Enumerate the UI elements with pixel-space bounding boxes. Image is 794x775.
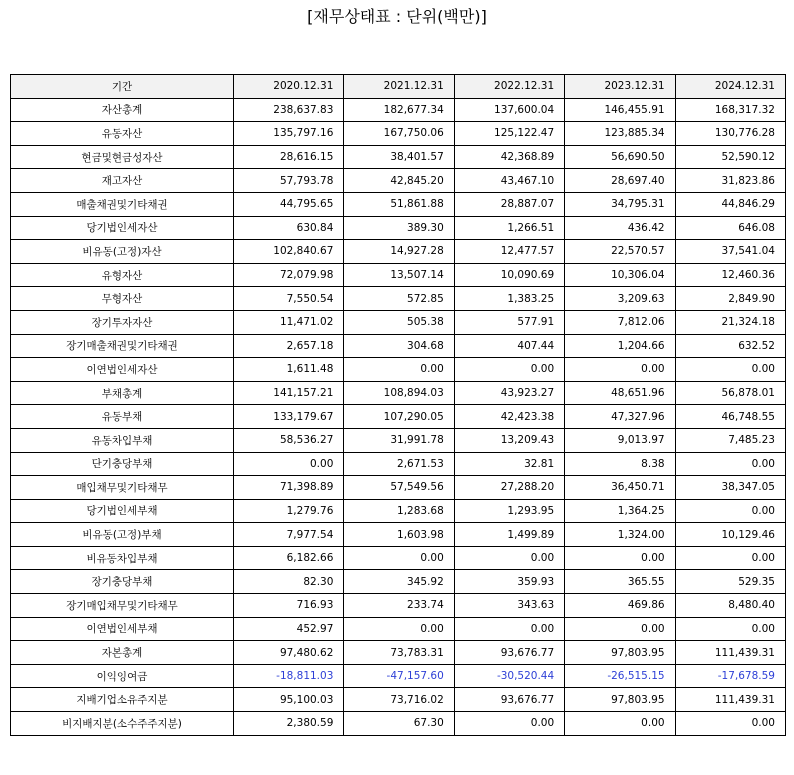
value-cell: 93,676.77 [454, 688, 564, 712]
value-cell: 0.00 [675, 499, 785, 523]
value-cell: -30,520.44 [454, 664, 564, 688]
value-cell: 343.63 [454, 594, 564, 618]
table-row [11, 594, 786, 618]
value-cell: 0.00 [344, 546, 454, 570]
value-cell: 97,803.95 [565, 641, 675, 665]
value-cell: 0.00 [675, 358, 785, 382]
value-cell: 2,849.90 [675, 287, 785, 311]
value-cell: 42,423.38 [454, 405, 564, 429]
value-cell: 10,306.04 [565, 263, 675, 287]
row-label: 이연법인세자산 [11, 358, 234, 382]
balance-sheet-table [10, 74, 786, 736]
value-cell: 8.38 [565, 452, 675, 476]
value-cell: 8,480.40 [675, 594, 785, 618]
value-cell: 0.00 [565, 617, 675, 641]
value-cell: 2,671.53 [344, 452, 454, 476]
table-row [11, 216, 786, 240]
value-cell: 572.85 [344, 287, 454, 311]
row-label: 재고자산 [11, 169, 234, 193]
row-label: 비유동차입부채 [11, 546, 234, 570]
value-cell: 13,507.14 [344, 263, 454, 287]
value-cell: 28,697.40 [565, 169, 675, 193]
value-cell: 1,611.48 [234, 358, 344, 382]
value-cell: 111,439.31 [675, 688, 785, 712]
table-row [11, 499, 786, 523]
value-cell: 452.97 [234, 617, 344, 641]
value-cell: 72,079.98 [234, 263, 344, 287]
value-cell: 469.86 [565, 594, 675, 618]
value-cell: 0.00 [344, 358, 454, 382]
value-cell: 14,927.28 [344, 240, 454, 264]
value-cell: 1,266.51 [454, 216, 564, 240]
value-cell: 233.74 [344, 594, 454, 618]
value-cell: 0.00 [454, 712, 564, 736]
value-cell: -47,157.60 [344, 664, 454, 688]
value-cell: 52,590.12 [675, 145, 785, 169]
value-cell: 44,795.65 [234, 192, 344, 216]
value-cell: 34,795.31 [565, 192, 675, 216]
value-cell: 0.00 [675, 452, 785, 476]
value-cell: 11,471.02 [234, 310, 344, 334]
table-row [11, 192, 786, 216]
table-row [11, 310, 786, 334]
value-cell: 31,991.78 [344, 428, 454, 452]
value-cell: 0.00 [234, 452, 344, 476]
table-row [11, 664, 786, 688]
value-cell: 182,677.34 [344, 98, 454, 122]
row-label: 자본총계 [11, 641, 234, 665]
value-cell: 1,364.25 [565, 499, 675, 523]
value-cell: 44,846.29 [675, 192, 785, 216]
value-cell: 27,288.20 [454, 476, 564, 500]
value-cell: 577.91 [454, 310, 564, 334]
value-cell: 135,797.16 [234, 122, 344, 146]
row-label: 무형자산 [11, 287, 234, 311]
value-cell: 67.30 [344, 712, 454, 736]
value-cell: 529.35 [675, 570, 785, 594]
row-label: 당기법인세자산 [11, 216, 234, 240]
value-cell: 48,651.96 [565, 381, 675, 405]
value-cell: 57,549.56 [344, 476, 454, 500]
value-cell: 646.08 [675, 216, 785, 240]
value-cell: 3,209.63 [565, 287, 675, 311]
row-label: 비유동(고정)부채 [11, 523, 234, 547]
value-cell: 0.00 [565, 546, 675, 570]
table-body [11, 98, 786, 735]
value-cell: 47,327.96 [565, 405, 675, 429]
value-cell: 7,485.23 [675, 428, 785, 452]
table-row [11, 476, 786, 500]
value-cell: 304.68 [344, 334, 454, 358]
row-label: 비지배지분(소수주주지분) [11, 712, 234, 736]
value-cell: 436.42 [565, 216, 675, 240]
value-cell: 71,398.89 [234, 476, 344, 500]
value-cell: 10,090.69 [454, 263, 564, 287]
table-row [11, 334, 786, 358]
row-label: 이연법인세부채 [11, 617, 234, 641]
value-cell: 1,383.25 [454, 287, 564, 311]
value-cell: 137,600.04 [454, 98, 564, 122]
value-cell: 57,793.78 [234, 169, 344, 193]
value-cell: 6,182.66 [234, 546, 344, 570]
value-cell: 0.00 [454, 358, 564, 382]
value-cell: 28,616.15 [234, 145, 344, 169]
value-cell: 42,368.89 [454, 145, 564, 169]
table-row [11, 381, 786, 405]
value-cell: 632.52 [675, 334, 785, 358]
header-period: 2021.12.31 [344, 75, 454, 99]
page-title: [재무상태표 : 단위(백만)] [307, 7, 487, 26]
value-cell: 32.81 [454, 452, 564, 476]
row-label: 매출채권및기타채권 [11, 192, 234, 216]
row-label: 장기매출채권및기타채권 [11, 334, 234, 358]
value-cell: 93,676.77 [454, 641, 564, 665]
value-cell: 51,861.88 [344, 192, 454, 216]
value-cell: -18,811.03 [234, 664, 344, 688]
row-label: 유동자산 [11, 122, 234, 146]
value-cell: -26,515.15 [565, 664, 675, 688]
table-row [11, 570, 786, 594]
value-cell: 1,603.98 [344, 523, 454, 547]
value-cell: 108,894.03 [344, 381, 454, 405]
row-label: 유동차입부채 [11, 428, 234, 452]
table-row [11, 712, 786, 736]
value-cell: 389.30 [344, 216, 454, 240]
value-cell: 146,455.91 [565, 98, 675, 122]
row-label: 장기매입채무및기타채무 [11, 594, 234, 618]
value-cell: 46,748.55 [675, 405, 785, 429]
value-cell: 22,570.57 [565, 240, 675, 264]
row-label: 단기충당부채 [11, 452, 234, 476]
value-cell: 12,460.36 [675, 263, 785, 287]
value-cell: 31,823.86 [675, 169, 785, 193]
value-cell: 36,450.71 [565, 476, 675, 500]
value-cell: 107,290.05 [344, 405, 454, 429]
value-cell: 21,324.18 [675, 310, 785, 334]
value-cell: 97,803.95 [565, 688, 675, 712]
value-cell: 130,776.28 [675, 122, 785, 146]
table-header-row [11, 75, 786, 99]
value-cell: 123,885.34 [565, 122, 675, 146]
row-label: 매입채무및기타채무 [11, 476, 234, 500]
value-cell: -17,678.59 [675, 664, 785, 688]
value-cell: 82.30 [234, 570, 344, 594]
value-cell: 505.38 [344, 310, 454, 334]
value-cell: 12,477.57 [454, 240, 564, 264]
value-cell: 56,690.50 [565, 145, 675, 169]
table-row [11, 98, 786, 122]
value-cell: 1,499.89 [454, 523, 564, 547]
value-cell: 37,541.04 [675, 240, 785, 264]
value-cell: 1,279.76 [234, 499, 344, 523]
value-cell: 1,283.68 [344, 499, 454, 523]
value-cell: 58,536.27 [234, 428, 344, 452]
value-cell: 0.00 [565, 712, 675, 736]
row-label: 비유동(고정)자산 [11, 240, 234, 264]
value-cell: 73,783.31 [344, 641, 454, 665]
value-cell: 0.00 [675, 546, 785, 570]
value-cell: 407.44 [454, 334, 564, 358]
value-cell: 42,845.20 [344, 169, 454, 193]
value-cell: 0.00 [675, 712, 785, 736]
value-cell: 359.93 [454, 570, 564, 594]
value-cell: 111,439.31 [675, 641, 785, 665]
table-row [11, 546, 786, 570]
table-row [11, 617, 786, 641]
value-cell: 43,923.27 [454, 381, 564, 405]
row-label: 당기법인세부채 [11, 499, 234, 523]
table-row [11, 428, 786, 452]
header-period: 2022.12.31 [454, 75, 564, 99]
header-period-label: 기간 [11, 75, 234, 99]
value-cell: 125,122.47 [454, 122, 564, 146]
value-cell: 630.84 [234, 216, 344, 240]
row-label: 장기충당부채 [11, 570, 234, 594]
table-row [11, 523, 786, 547]
row-label: 장기투자자산 [11, 310, 234, 334]
value-cell: 238,637.83 [234, 98, 344, 122]
table-row [11, 688, 786, 712]
row-label: 유형자산 [11, 263, 234, 287]
value-cell: 73,716.02 [344, 688, 454, 712]
value-cell: 43,467.10 [454, 169, 564, 193]
table-row [11, 641, 786, 665]
table-row [11, 263, 786, 287]
table-row [11, 240, 786, 264]
value-cell: 13,209.43 [454, 428, 564, 452]
value-cell: 56,878.01 [675, 381, 785, 405]
row-label: 자산총계 [11, 98, 234, 122]
header-period: 2024.12.31 [675, 75, 785, 99]
table-row [11, 145, 786, 169]
row-label: 유동부채 [11, 405, 234, 429]
value-cell: 141,157.21 [234, 381, 344, 405]
value-cell: 0.00 [454, 546, 564, 570]
header-period: 2023.12.31 [565, 75, 675, 99]
row-label: 부채총계 [11, 381, 234, 405]
table-row [11, 405, 786, 429]
value-cell: 0.00 [454, 617, 564, 641]
value-cell: 0.00 [675, 617, 785, 641]
row-label: 지배기업소유주지분 [11, 688, 234, 712]
value-cell: 28,887.07 [454, 192, 564, 216]
value-cell: 102,840.67 [234, 240, 344, 264]
value-cell: 0.00 [565, 358, 675, 382]
value-cell: 167,750.06 [344, 122, 454, 146]
value-cell: 9,013.97 [565, 428, 675, 452]
value-cell: 97,480.62 [234, 641, 344, 665]
value-cell: 1,204.66 [565, 334, 675, 358]
row-label: 이익잉여금 [11, 664, 234, 688]
value-cell: 168,317.32 [675, 98, 785, 122]
value-cell: 1,324.00 [565, 523, 675, 547]
value-cell: 2,657.18 [234, 334, 344, 358]
value-cell: 2,380.59 [234, 712, 344, 736]
row-label: 현금및현금성자산 [11, 145, 234, 169]
table-row [11, 169, 786, 193]
value-cell: 10,129.46 [675, 523, 785, 547]
value-cell: 716.93 [234, 594, 344, 618]
table-row [11, 287, 786, 311]
value-cell: 38,401.57 [344, 145, 454, 169]
header-period: 2020.12.31 [234, 75, 344, 99]
table-row [11, 452, 786, 476]
value-cell: 0.00 [344, 617, 454, 641]
value-cell: 38,347.05 [675, 476, 785, 500]
value-cell: 133,179.67 [234, 405, 344, 429]
table-row [11, 122, 786, 146]
value-cell: 1,293.95 [454, 499, 564, 523]
value-cell: 345.92 [344, 570, 454, 594]
value-cell: 7,977.54 [234, 523, 344, 547]
value-cell: 7,812.06 [565, 310, 675, 334]
value-cell: 95,100.03 [234, 688, 344, 712]
table-row [11, 358, 786, 382]
value-cell: 365.55 [565, 570, 675, 594]
value-cell: 7,550.54 [234, 287, 344, 311]
